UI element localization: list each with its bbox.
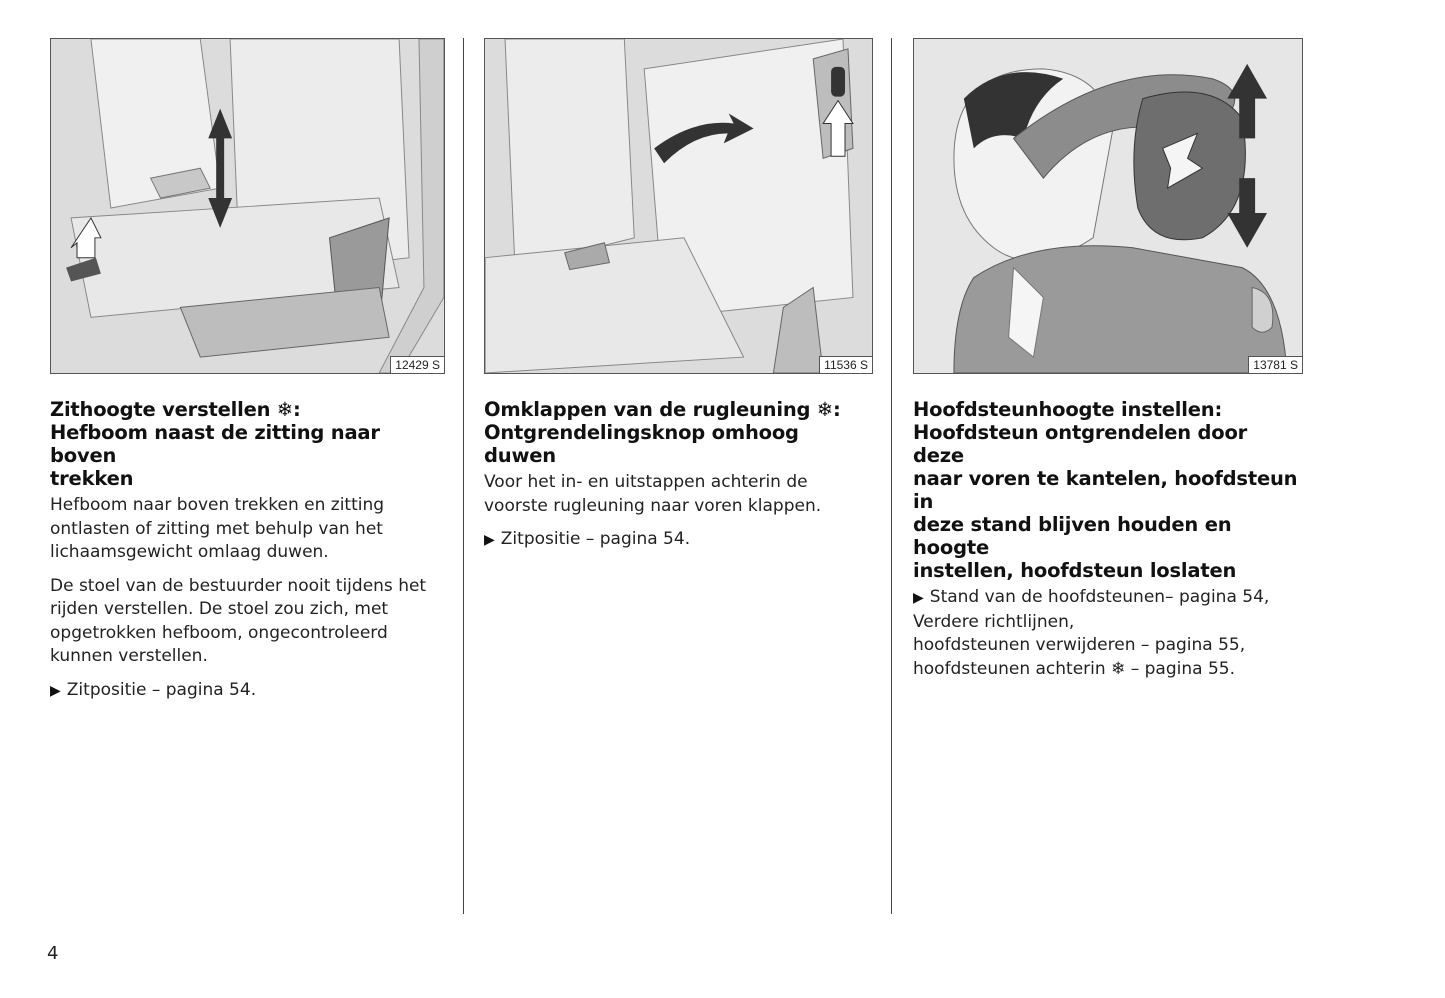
reference-text: Stand van de hoofdsteunen– pagina 54,: [929, 587, 1270, 607]
seatback-fold-illustration: [485, 39, 872, 373]
reference-link[interactable]: [50, 679, 445, 704]
reference-text: Verdere richtlijnen,: [913, 611, 1075, 632]
figure-number: 11536 S: [819, 356, 872, 373]
reference-link[interactable]: hoofdsteunen verwijderen – pagina 55,: [913, 635, 1246, 655]
reference-text: Zitpositie – pagina 54.: [66, 679, 257, 700]
section-heading: [913, 398, 1303, 582]
column-divider: [463, 38, 464, 914]
seat-height-figure: [50, 38, 445, 374]
headrest-figure: [913, 38, 1303, 374]
section-heading: [484, 398, 873, 467]
heading-line: instellen, hoofdsteun loslaten: [913, 559, 1237, 582]
heading-line: trekken: [50, 467, 134, 490]
arrow-right-icon: ▶: [484, 532, 495, 548]
heading-line: Hefboom naast de zitting naar boven: [50, 421, 380, 467]
section-seatback-fold: [484, 38, 873, 553]
seat-height-lever-illustration: [51, 39, 444, 373]
reference-block: [913, 586, 1303, 681]
heading-line: Zithoogte verstellen ❄:: [50, 398, 301, 421]
section-seat-height: [50, 38, 445, 703]
paragraph: Hefboom naar boven trekken en zitting ontlasten of zitting met behulp van het lichaamsgewicht omlaag duwen.: [50, 495, 385, 562]
heading-line: deze stand blijven houden en hoogte: [913, 513, 1232, 559]
reference-link[interactable]: [484, 528, 873, 553]
reference-link[interactable]: hoofdsteunen achterin ❄ – pagina 55.: [913, 658, 1235, 679]
heading-line: Omklappen van de rugleuning ❄:: [484, 398, 841, 421]
section-heading: [50, 398, 445, 490]
seatback-fold-figure: [484, 38, 873, 374]
column-divider: [891, 38, 892, 914]
page-number: 4: [47, 943, 59, 964]
figure-number: 13781 S: [1248, 356, 1302, 373]
heading-line: Hoofdsteunhoogte instellen:: [913, 398, 1223, 421]
headrest-adjust-illustration: [914, 39, 1302, 373]
reference-text: Zitpositie – pagina 54.: [500, 529, 691, 549]
figure-number: 12429 S: [390, 356, 444, 373]
paragraph: Voor het in- en uitstappen achterin de voorste rugleuning naar voren klappen.: [484, 472, 822, 516]
heading-line: Ontgrendelingsknop omhoog duwen: [484, 421, 799, 467]
heading-line: naar voren te kantelen, hoofdsteun in: [913, 467, 1298, 513]
section-headrest-height: [913, 38, 1303, 681]
paragraph: De stoel van de bestuurder nooit tijdens het rijden verstellen. De stoel zou zich, met opgetrokken hefboom, ongecontroleerd kunnen verstellen.: [50, 575, 427, 666]
reference-link[interactable]: [913, 586, 1303, 611]
heading-line: Hoofdsteun ontgrendelen door deze: [913, 421, 1248, 467]
arrow-right-icon: ▶: [50, 682, 61, 699]
arrow-right-icon: ▶: [913, 590, 924, 606]
